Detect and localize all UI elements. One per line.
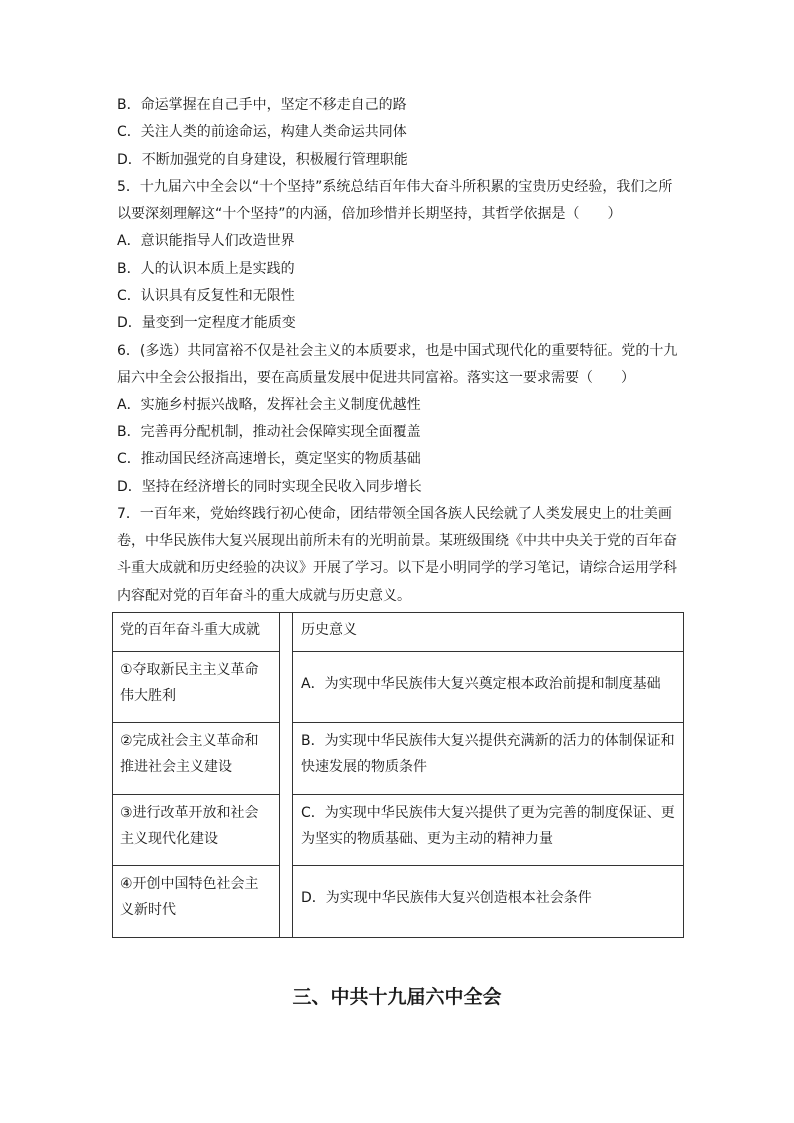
table-bottom-border	[112, 937, 683, 938]
matching-table	[112, 612, 683, 938]
option-b-q5: B．人的认识本质上是实践的	[117, 261, 295, 277]
question-7-stem-line3: 斗重大成就和历史经验的决议》开展了学习。以下是小明同学的学习笔记，请综合运用学科	[117, 560, 677, 576]
achievement-3-line2: 主义现代化建设	[120, 831, 218, 847]
achievement-4	[120, 871, 270, 923]
table-header-achievements: 党的百年奋斗重大成就	[120, 622, 260, 638]
significance-a	[301, 671, 679, 697]
question-5-stem-line2: 以要深刻理解这“十个坚持”的内涵，倍加珍惜并长期坚持，其哲学依据是（ ）	[117, 206, 622, 222]
significance-c-line1: C．为实现中华民族伟大复兴提供了更为完善的制度保证、更	[301, 805, 675, 821]
significance-b-line1: B．为实现中华民族伟大复兴提供充满新的活力的体制保证和	[301, 733, 675, 749]
option-d-q4: D．不断加强党的自身建设，积极履行管理职能	[117, 152, 408, 168]
question-5-stem-line1: 5．十九届六中全会以“十个坚持”系统总结百年伟大奋斗所积累的宝贵历史经验，我们之所	[117, 179, 673, 195]
significance-b	[301, 728, 679, 780]
achievement-1	[120, 657, 270, 709]
significance-b-line2: 快速发展的物质条件	[301, 759, 427, 775]
achievement-4-line1: ④开创中国特色社会主	[120, 876, 259, 892]
achievement-2-line2: 推进社会主义建设	[120, 759, 232, 775]
option-a-q5: A．意识能指导人们改造世界	[117, 233, 295, 249]
option-c-q4: C．关注人类的前途命运，构建人类命运共同体	[117, 124, 407, 140]
significance-c	[301, 800, 679, 852]
question-7-stem-line4: 内容配对党的百年奋斗的重大成就与历史意义。	[117, 588, 411, 604]
significance-a-line1: A．为实现中华民族伟大复兴奠定根本政治前提和制度基础	[301, 676, 661, 692]
question-6-stem-line2: 届六中全会公报指出，要在高质量发展中促进共同富裕。落实这一要求需要（ ）	[117, 370, 635, 386]
row-divider	[112, 722, 279, 723]
option-d-q5: D．量变到一定程度才能质变	[117, 315, 296, 331]
significance-d-line1: D．为实现中华民族伟大复兴创造根本社会条件	[301, 890, 592, 906]
option-a-q6: A．实施乡村振兴战略，发挥社会主义制度优越性	[117, 397, 421, 413]
row-divider	[292, 722, 683, 723]
row-divider	[112, 794, 279, 795]
option-d-q6: D．坚持在经济增长的同时实现全民收入同步增长	[117, 479, 422, 495]
achievement-2-line1: ②完成社会主义革命和	[120, 733, 259, 749]
row-divider	[292, 865, 683, 866]
table-header-significance: 历史意义	[301, 622, 357, 638]
row-divider	[112, 651, 279, 652]
question-7-stem-line2: 卷，中华民族伟大复兴展现出前所未有的光明前景。某班级围绕《中共中央关于党的百年奋	[117, 533, 677, 549]
question-7-stem-line1: 7．一百年来，党始终践行初心使命，团结带领全国各族人民绘就了人类发展史上的壮美画	[117, 506, 672, 522]
significance-d	[301, 885, 679, 911]
question-6-stem-line1: 6．(多选）共同富裕不仅是社会主义的本质要求，也是中国式现代化的重要特征。党的十九	[117, 343, 678, 359]
achievement-1-line2: 伟大胜利	[120, 688, 176, 704]
achievement-1-line1: ①夺取新民主主义革命	[120, 662, 259, 678]
achievement-2	[120, 728, 270, 780]
option-b-q4: B．命运掌握在自己手中，坚定不移走自己的路	[117, 97, 407, 113]
row-divider	[292, 651, 683, 652]
table-top-border	[112, 612, 683, 613]
option-c-q6: C．推动国民经济高速增长，奠定坚实的物质基础	[117, 451, 421, 467]
section-heading: 三、中共十九届六中全会	[292, 986, 502, 1008]
row-divider	[292, 794, 683, 795]
achievement-3-line1: ③进行改革开放和社会	[120, 805, 259, 821]
achievement-3	[120, 800, 270, 852]
option-c-q5: C．认识具有反复性和无限性	[117, 288, 295, 304]
row-divider	[112, 865, 279, 866]
significance-c-line2: 为坚实的物质基础、更为主动的精神力量	[301, 831, 553, 847]
achievement-4-line2: 义新时代	[120, 902, 176, 918]
option-b-q6: B．完善再分配机制，推动社会保障实现全面覆盖	[117, 424, 421, 440]
